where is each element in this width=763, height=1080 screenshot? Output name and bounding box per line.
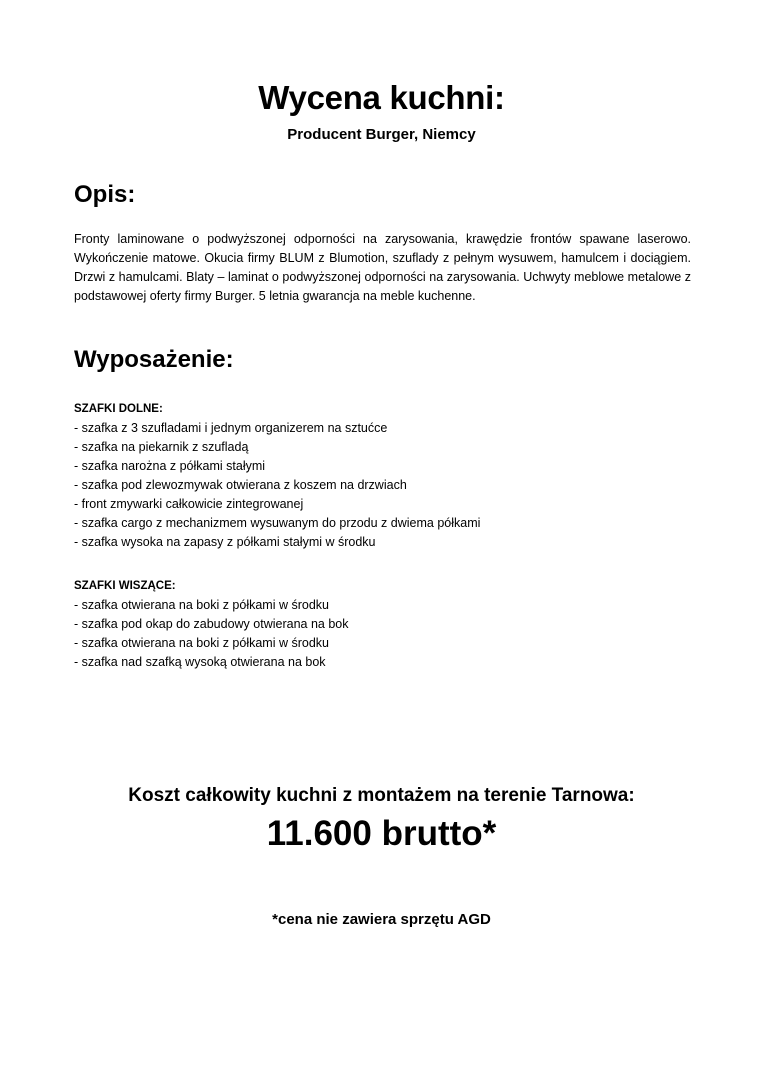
upper-cabinets-heading: SZAFKI WISZĄCE: bbox=[74, 580, 176, 592]
list-item: - szafka wysoka na zapasy z półkami stałymi w środku bbox=[74, 535, 376, 549]
list-item: - szafka otwierana na boki z półkami w środku bbox=[74, 598, 329, 612]
lower-cabinets-section bbox=[74, 400, 694, 552]
total-cost-label: Koszt całkowity kuchni z montażem na terenie Tarnowa: bbox=[128, 785, 635, 806]
list-item: - szafka otwierana na boki z półkami w środku bbox=[74, 636, 329, 650]
opis-description: Fronty laminowane o podwyższonej odporności na zarysowania, krawędzie frontów spawane laserowo. Wykończenie matowe. Okucia firmy BLUM z Blumotion, szuflady z pełnym wysuwem, hamulcem i dociągiem. Drzwi z hamulcami. Blaty – laminat o podwyższonej odporności na zarysowania. Uchwyty meblowe metalowe z podstawowej oferty firmy Burger. 5 letnia gwarancja na meble kuchenne. bbox=[74, 232, 691, 303]
page-title: Wycena kuchni: bbox=[258, 79, 505, 116]
page-subtitle: Producent Burger, Niemcy bbox=[287, 126, 476, 143]
list-item: - szafka pod okap do zabudowy otwierana na bok bbox=[74, 617, 349, 631]
list-item: - szafka z 3 szufladami i jednym organizerem na sztućce bbox=[74, 421, 388, 435]
lower-cabinets-list bbox=[74, 419, 694, 552]
list-item: - front zmywarki całkowicie zintegrowanej bbox=[74, 497, 304, 511]
lower-cabinets-heading: SZAFKI DOLNE: bbox=[74, 403, 163, 415]
list-item: - szafka narożna z półkami stałymi bbox=[74, 459, 266, 473]
list-item: - szafka nad szafką wysoką otwierana na bok bbox=[74, 655, 326, 669]
wyposazenie-heading: Wyposażenie: bbox=[74, 346, 234, 373]
total-cost-value: 11.600 brutto* bbox=[266, 814, 497, 853]
price-footnote: *cena nie zawiera sprzętu AGD bbox=[272, 911, 491, 928]
opis-heading: Opis: bbox=[74, 181, 136, 208]
list-item: - szafka na piekarnik z szufladą bbox=[74, 440, 249, 454]
list-item: - szafka pod zlewozmywak otwierana z koszem na drzwiach bbox=[74, 478, 407, 492]
upper-cabinets-list bbox=[74, 596, 694, 672]
list-item: - szafka cargo z mechanizmem wysuwanym do przodu z dwiema półkami bbox=[74, 516, 481, 530]
upper-cabinets-section bbox=[74, 577, 694, 672]
